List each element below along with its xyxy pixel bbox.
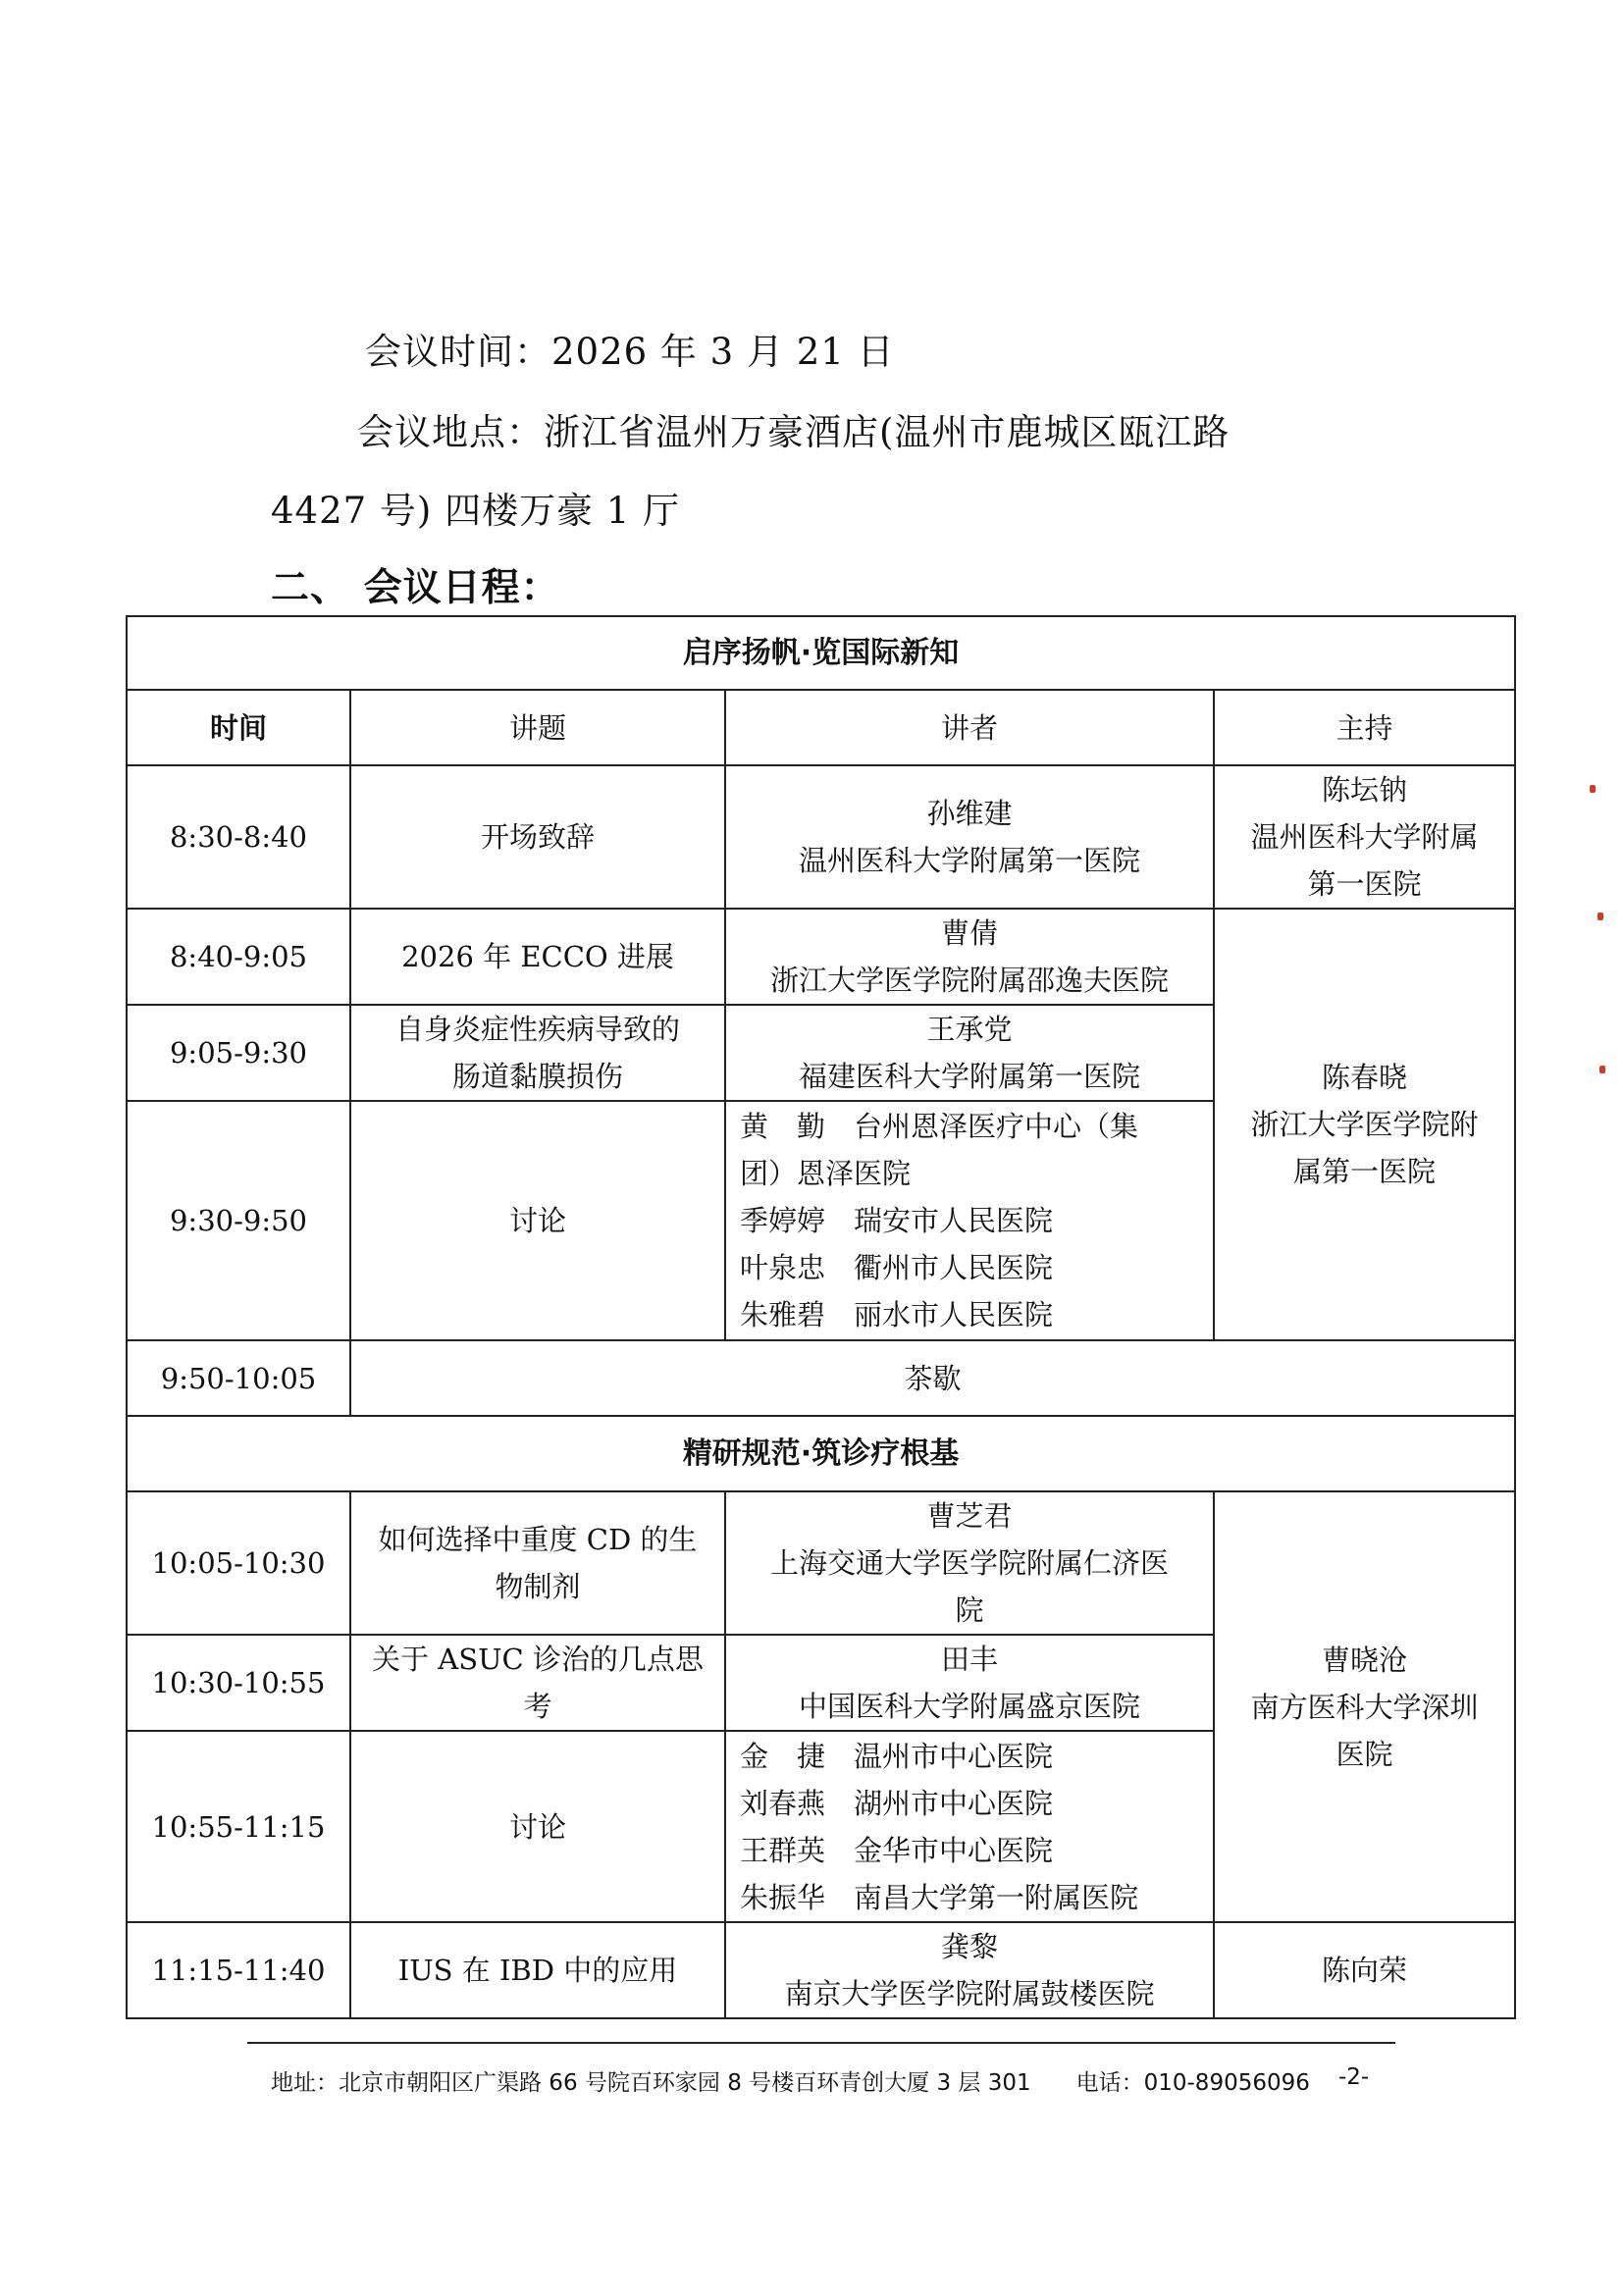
row-speaker (725, 1005, 1214, 1101)
row-topic: 开场致辞 (350, 765, 725, 909)
row-discussants (725, 1731, 1214, 1922)
row-topic (350, 1005, 725, 1101)
footer-address: 地址：北京市朝阳区广渠路 66 号院百环家园 8 号楼百环青创大厦 3 层 301 电话：010-89056096 (271, 2070, 1310, 2096)
block1-title: 启序扬帆·览国际新知 (127, 616, 1515, 690)
speaker-org: 南京大学医学院附属鼓楼医院 (784, 1977, 1155, 2010)
block2-title: 精研规范·筑诊疗根基 (127, 1416, 1515, 1491)
page-number: -2- (1338, 2064, 1370, 2090)
row-topic: 2026 年 ECCO 进展 (350, 909, 725, 1005)
scan-mark (1590, 785, 1596, 793)
row-time: 8:30-8:40 (127, 765, 350, 909)
row-time: 10:05-10:30 (127, 1491, 350, 1635)
meeting-time: 会议时间：2026 年 3 月 21 日 (365, 331, 895, 373)
speaker-name: 孙维建 (926, 797, 1013, 830)
row-host (1214, 1491, 1515, 1922)
row-topic: 讨论 (350, 1731, 725, 1922)
speaker-org: 浙江大学医学院附属邵逸夫医院 (769, 964, 1169, 997)
col-header-host: 主持 (1214, 690, 1515, 765)
speaker-name: 曹倩 (940, 916, 998, 950)
row-time: 8:40-9:05 (127, 909, 350, 1005)
topic-line: 关于 ASUC 诊治的几点思 (372, 1643, 704, 1676)
meeting-place-line1: 会议地点：浙江省温州万豪酒店(温州市鹿城区瓯江路 (357, 411, 1230, 453)
host-org: 第一医院 (1307, 867, 1422, 901)
block-title-row (127, 1416, 1515, 1491)
table-row (127, 909, 1515, 1005)
row-break: 茶歇 (350, 1340, 1515, 1416)
row-time: 10:55-11:15 (127, 1731, 350, 1922)
topic-line: 物制剂 (495, 1570, 581, 1603)
speaker-org: 温州医科大学附属第一医院 (798, 844, 1140, 877)
discussant: 团）恩泽医院 (740, 1157, 912, 1190)
speaker-name: 龚黎 (940, 1930, 998, 1963)
row-host (1214, 909, 1515, 1340)
host-name: 陈坛钠 (1322, 773, 1408, 807)
discussant: 朱振华 南昌大学第一附属医院 (740, 1880, 1139, 1914)
discussant: 季婷婷 瑞安市人民医院 (740, 1204, 1054, 1237)
discussant: 朱雅碧 丽水市人民医院 (740, 1298, 1054, 1331)
row-topic: IUS 在 IBD 中的应用 (350, 1922, 725, 2018)
row-speaker (725, 1922, 1214, 2018)
speaker-name: 曹芝君 (926, 1499, 1013, 1533)
table-row (127, 1491, 1515, 1635)
row-host (1214, 765, 1515, 909)
host-org: 温州医科大学附属 (1250, 820, 1479, 854)
speaker-org: 院 (955, 1593, 984, 1627)
section-title: 二、 会议日程： (271, 566, 560, 610)
col-header-topic: 讲题 (350, 690, 725, 765)
row-host: 陈向荣 (1214, 1922, 1515, 2018)
row-topic (350, 1491, 725, 1635)
scan-mark (1597, 913, 1603, 920)
speaker-org: 福建医科大学附属第一医院 (798, 1060, 1140, 1093)
table-row (127, 1340, 1515, 1416)
table-row (127, 765, 1515, 909)
row-topic: 讨论 (350, 1101, 725, 1340)
host-org: 南方医科大学深圳 (1250, 1690, 1479, 1724)
speaker-org: 中国医科大学附属盛京医院 (798, 1690, 1140, 1723)
row-speaker (725, 1635, 1214, 1731)
speaker-name: 王承党 (926, 1013, 1013, 1046)
discussant: 王群英 金华市中心医院 (740, 1833, 1054, 1867)
col-header-speaker: 讲者 (725, 690, 1214, 765)
discussant: 金 捷 温州市中心医院 (740, 1739, 1054, 1773)
host-org: 属第一医院 (1293, 1155, 1437, 1188)
discussant: 黄 勤 台州恩泽医疗中心（集 (740, 1110, 1139, 1143)
speaker-name: 田丰 (940, 1643, 998, 1676)
table-row (127, 1922, 1515, 2018)
host-org: 浙江大学医学院附 (1250, 1108, 1479, 1141)
row-time: 9:05-9:30 (127, 1005, 350, 1101)
topic-line: 如何选择中重度 CD 的生 (378, 1523, 698, 1556)
meeting-place-line2: 4427 号) 四楼万豪 1 厅 (271, 490, 681, 532)
discussant: 叶泉忠 衢州市人民医院 (740, 1251, 1054, 1284)
row-speaker (725, 909, 1214, 1005)
footer-rule (247, 2042, 1395, 2044)
row-speaker (725, 765, 1214, 909)
row-time: 9:30-9:50 (127, 1101, 350, 1340)
discussant: 刘春燕 湖州市中心医院 (740, 1786, 1054, 1820)
host-name: 陈春晓 (1322, 1061, 1408, 1094)
topic-line: 考 (523, 1690, 552, 1723)
col-header-time: 时间 (127, 690, 350, 765)
row-time: 10:30-10:55 (127, 1635, 350, 1731)
scan-mark (1599, 1066, 1605, 1073)
host-org: 医院 (1335, 1737, 1393, 1771)
topic-line: 自身炎症性疾病导致的 (394, 1013, 680, 1046)
header-row (127, 690, 1515, 765)
row-time: 11:15-11:40 (127, 1922, 350, 2018)
footer (271, 2064, 1370, 2097)
row-discussants (725, 1101, 1214, 1340)
topic-line: 肠道黏膜损伤 (451, 1060, 623, 1093)
speaker-org: 上海交通大学医学院附属仁济医 (769, 1546, 1169, 1580)
row-topic (350, 1635, 725, 1731)
block-title-row (127, 616, 1515, 690)
row-time: 9:50-10:05 (127, 1340, 350, 1416)
row-speaker (725, 1491, 1214, 1635)
host-name: 曹晓沧 (1322, 1643, 1408, 1677)
schedule-table (126, 615, 1516, 2019)
